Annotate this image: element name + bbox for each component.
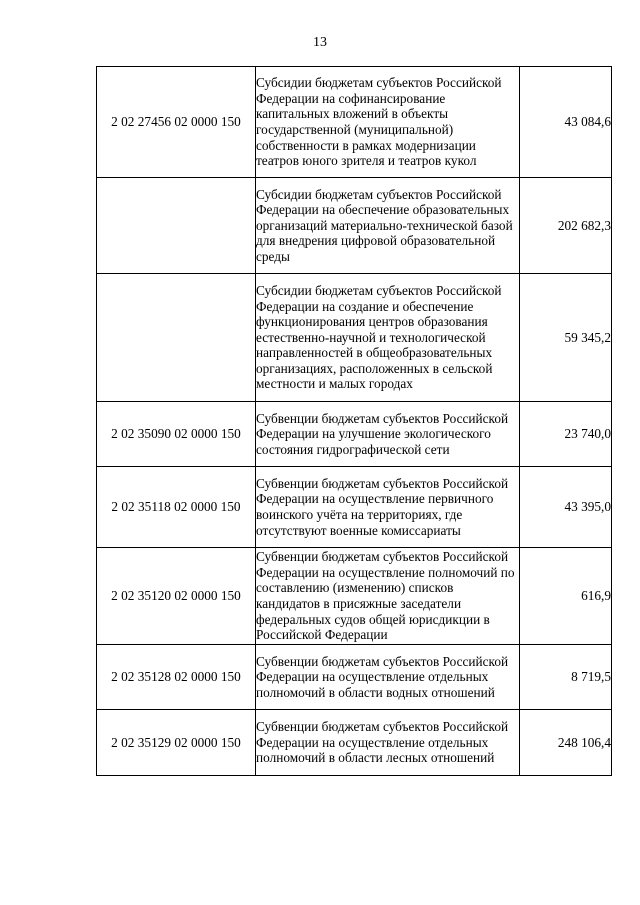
description-cell: Субсидии бюджетам субъектов Российской Федерации на создание и обеспечение функционирования центров образования естественно-научной и технологической направленностей в общеобразовательных организациях, расположенных в сельской местности и малых городах	[256, 274, 520, 402]
description-cell: Субвенции бюджетам субъектов Российской Федерации на осуществление отдельных полномочий в области лесных отношений	[256, 710, 520, 776]
table-row	[97, 710, 612, 776]
budget-code-cell: 2 02 35118 02 0000 150	[97, 467, 256, 548]
description-cell: Субвенции бюджетам субъектов Российской Федерации на осуществление полномочий по составлению (изменению) списков кандидатов в присяжные заседатели федеральных судов общей юрисдикции в Российской Федерации	[256, 548, 520, 645]
table-row	[97, 67, 612, 178]
description-cell: Субвенции бюджетам субъектов Российской Федерации на осуществление отдельных полномочий в области водных отношений	[256, 645, 520, 710]
table-row	[97, 402, 612, 467]
budget-revenue-table	[96, 66, 612, 776]
description-cell: Субсидии бюджетам субъектов Российской Федерации на обеспечение образовательных организаций материально-технической базой для внедрения цифровой образовательной среды	[256, 178, 520, 274]
amount-cell: 616,9	[520, 548, 612, 645]
description-cell: Субсидии бюджетам субъектов Российской Федерации на софинансирование капитальных вложений в объекты государственной (муниципальной) собственности в рамках модернизации театров юного зрителя и театров кукол	[256, 67, 520, 178]
description-cell: Субвенции бюджетам субъектов Российской Федерации на улучшение экологического состояния гидрографической сети	[256, 402, 520, 467]
amount-cell: 59 345,2	[520, 274, 612, 402]
budget-code-cell: 2 02 35120 02 0000 150	[97, 548, 256, 645]
budget-code-cell: 2 02 27456 02 0000 150	[97, 67, 256, 178]
budget-code-cell	[97, 178, 256, 274]
amount-cell: 23 740,0	[520, 402, 612, 467]
table-row	[97, 274, 612, 402]
table-row	[97, 467, 612, 548]
amount-cell: 248 106,4	[520, 710, 612, 776]
page-number: 13	[313, 35, 327, 50]
amount-cell: 43 084,6	[520, 67, 612, 178]
budget-code-cell: 2 02 35090 02 0000 150	[97, 402, 256, 467]
budget-code-cell: 2 02 35129 02 0000 150	[97, 710, 256, 776]
budget-code-cell: 2 02 35128 02 0000 150	[97, 645, 256, 710]
budget-code-cell	[97, 274, 256, 402]
amount-cell: 8 719,5	[520, 645, 612, 710]
amount-cell: 43 395,0	[520, 467, 612, 548]
table-row	[97, 645, 612, 710]
table-row	[97, 548, 612, 645]
table-row	[97, 178, 612, 274]
amount-cell: 202 682,3	[520, 178, 612, 274]
description-cell: Субвенции бюджетам субъектов Российской Федерации на осуществление первичного воинского учёта на территориях, где отсутствуют военные комиссариаты	[256, 467, 520, 548]
